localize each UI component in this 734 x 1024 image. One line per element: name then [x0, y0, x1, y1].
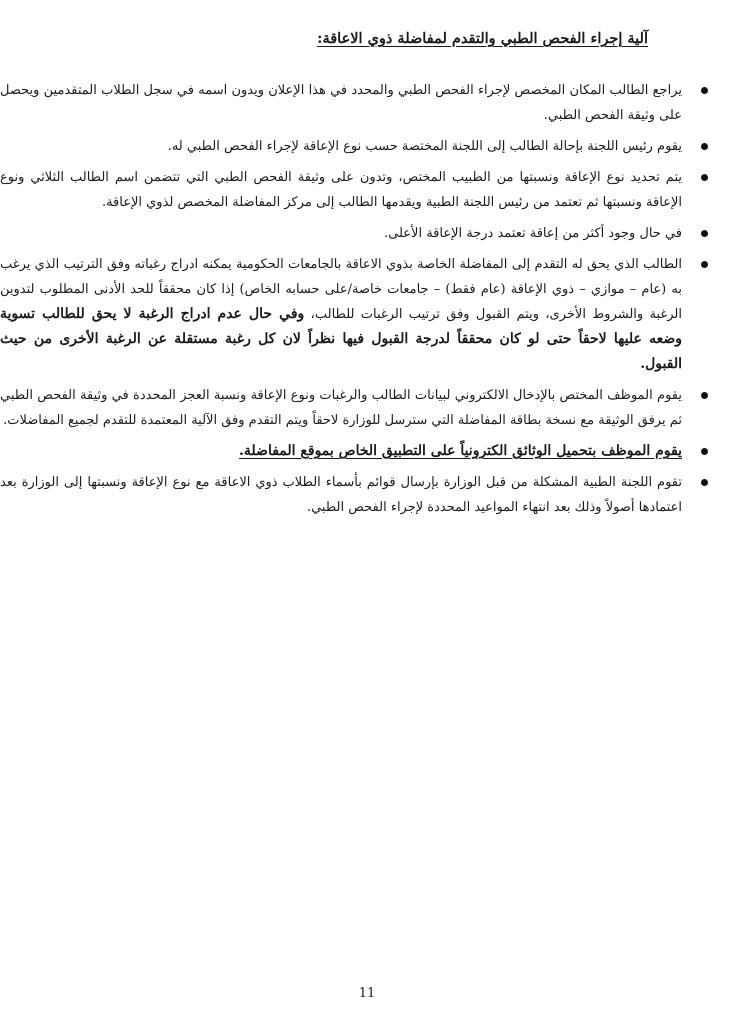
list-item-bold-underline-text: يقوم الموظف بتحميل الوثائق الكترونياً على التطبيق الخاص بموقع المفاضلة.	[239, 443, 682, 459]
list-item-text: تقوم اللجنة الطبية المشكلة من قبل الوزارة بإرسال قوائم بأسماء الطلاب ذوي الاعاقة مع نوع الإعاقة ونسبتها إلى الوزارة بعد اعتمادها أصولاً وذلك بعد انتهاء المواعيد المحددة لإجراء الفحص الطبي.	[0, 475, 682, 515]
list-item-1	[0, 78, 712, 128]
section-heading: آلية إجراء الفحص الطبي والتقدم لمفاضلة ذوي الاعاقة:	[317, 30, 648, 47]
list-item-2	[0, 134, 712, 159]
bullet-icon	[701, 448, 708, 455]
list-item-4	[0, 221, 712, 246]
list-item-text: يراجع الطالب المكان المخصص لإجراء الفحص الطبي والمحدد في هذا الإعلان ويدون اسمه في سجل الطلاب المتقدمين ويحصل على وثيقة الفحص الطبي.	[0, 83, 682, 123]
list-item-bold-text: وفي حال عدم ادراج الرغبة لا يحق للطالب تسوية وضعه عليها لاحقاً حتى لو كان محققاً لدرجة القبول فيها نظراً لان كل رغبة مستقلة عن الرغبة الأخرى من حيث القبول.	[0, 306, 682, 372]
list-item-text: يقوم الموظف المختص بالإدخال الالكتروني لبيانات الطالب والرغبات ونوع الإعاقة ونسبة العجز المحددة في وثيقة الفحص الطبي ثم يرفق الوثيقة مع نسخة بطاقة المفاضلة التي سترسل للوزارة لاحقاً ويتم التقدم وفق الآلية المعتمدة للتقدم لجميع المفاضلات.	[0, 388, 682, 428]
bullet-icon	[701, 261, 708, 268]
bullet-icon	[701, 87, 708, 94]
list-item-text: في حال وجود أكثر من إعاقة تعتمد درجة الإعاقة الأعلى.	[384, 226, 682, 241]
list-item-text: يتم تحديد نوع الإعاقة ونسبتها من الطبيب المختص، وتدون على وثيقة الفحص الطبي التي تتضمن اسم الطالب الثلاثي ونوع الإعاقة ونسبتها ثم تعتمد من رئيس اللجنة الطبية ويقدمها الطالب إلى مركز المفاضلة المخصص لذوي الإعاقة.	[0, 170, 682, 210]
list-item-6	[0, 383, 712, 433]
list-item-8	[0, 470, 712, 520]
bullet-icon	[701, 479, 708, 486]
bullet-icon	[701, 174, 708, 181]
list-item-7	[0, 439, 712, 464]
procedure-list	[0, 78, 712, 526]
page-number: 11	[358, 986, 376, 1001]
list-item-text: الطالب الذي يحق له التقدم إلى المفاضلة الخاصة بذوي الاعاقة بالجامعات الحكومية يمكنه ادراج رغباته وفق الترتيب الذي يرغب به (عام – موازي – ذوي الإعاقة (عام فقط) – جامعات خاصة/على حسابه الخاص) إذا كان محققاً للحد الأدنى المطلوب لتدوين الرغبة والشروط الأخرى، ويتم القبول وفق ترتيب الرغبات للطالب،	[0, 257, 682, 322]
bullet-icon	[701, 230, 708, 237]
list-item-text: يقوم رئيس اللجنة بإحالة الطالب إلى اللجنة المختصة حسب نوع الإعاقة لإجراء الفحص الطبي له.	[167, 139, 682, 154]
list-item-5	[0, 252, 712, 377]
bullet-icon	[701, 392, 708, 399]
bullet-icon	[701, 143, 708, 150]
list-item-3	[0, 165, 712, 215]
